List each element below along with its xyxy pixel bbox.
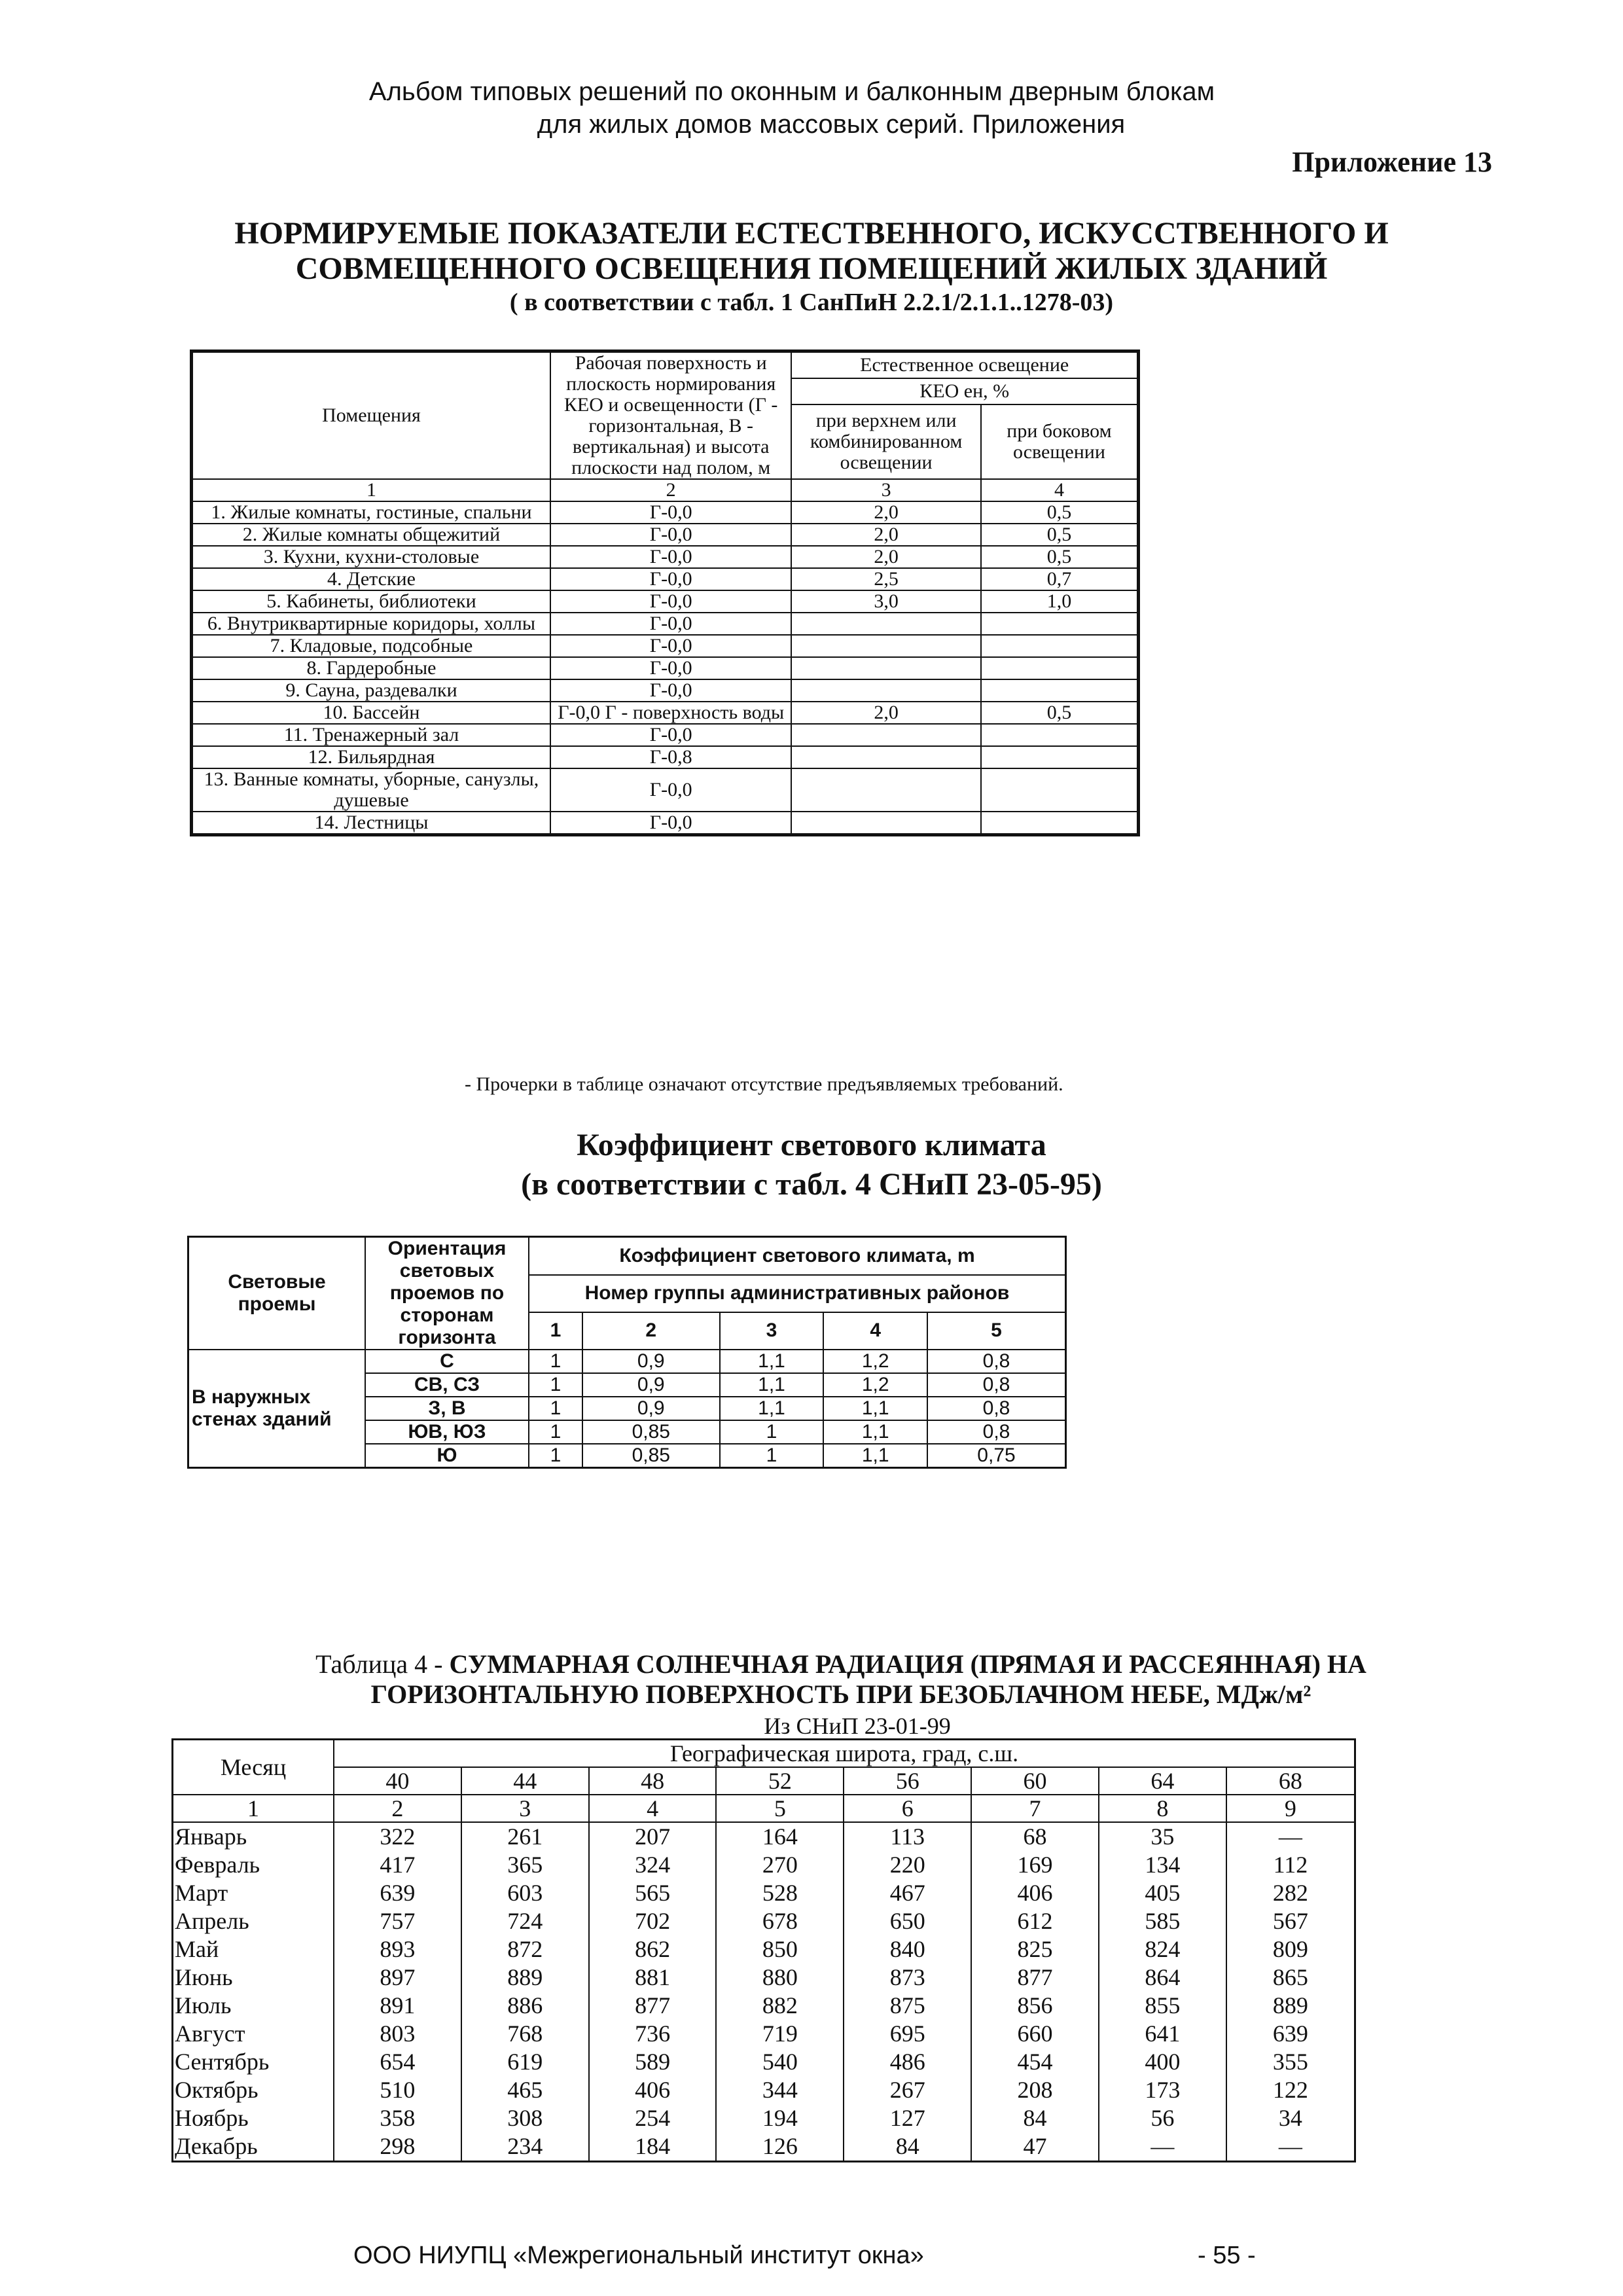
table-row [173,1822,1355,1851]
coefficient-value: 0,85 [582,1444,720,1468]
keo-top-value [791,679,981,702]
footer-org: ООО НИУПЦ «Межрегиональный институт окна» [353,2242,924,2269]
col-header-natural: Естественное освещение [791,351,1138,378]
month-name: Ноябрь [173,2104,334,2132]
keo-side-value: 0,5 [981,702,1139,724]
table-row [173,1935,1355,1964]
radiation-value: 134 [1099,1851,1226,1879]
radiation-value: 267 [844,2076,971,2104]
radiation-value: 873 [844,1964,971,1992]
radiation-value: 736 [589,2020,717,2048]
latitude-header: 52 [716,1767,844,1795]
table-row [192,746,1139,768]
radiation-value: 840 [844,1935,971,1964]
surface-value: Г-0,0 [550,590,791,613]
table-row [173,1879,1355,1907]
radiation-value: 724 [461,1907,589,1935]
radiation-value: 862 [589,1935,717,1964]
col-num: 1 [173,1795,334,1822]
radiation-value: 324 [589,1851,717,1879]
radiation-value: 872 [461,1935,589,1964]
month-name: Май [173,1935,334,1964]
room-name: 1. Жилые комнаты, гостиные, спальни [192,501,550,524]
col-num: 3 [791,479,981,501]
col-header-month: Месяц [173,1740,334,1795]
surface-value: Г-0,0 [550,568,791,590]
radiation-value: 603 [461,1879,589,1907]
table-row [173,1851,1355,1879]
col-num: 1 [192,479,550,501]
radiation-value: 882 [716,1992,844,2020]
coefficient-value: 0,8 [927,1397,1066,1420]
table-row [173,2132,1355,2162]
keo-top-value: 2,0 [791,524,981,546]
table3-title [301,1649,1381,1710]
keo-top-value: 2,5 [791,568,981,590]
table-row [173,1964,1355,1992]
surface-value: Г-0,0 [550,613,791,635]
surface-value: Г-0,8 [550,746,791,768]
table-row [192,635,1139,657]
coefficient-value: 0,85 [582,1420,720,1444]
radiation-value: 173 [1099,2076,1226,2104]
radiation-value: 184 [589,2132,717,2162]
col-num: 7 [971,1795,1099,1822]
radiation-value: 35 [1099,1822,1226,1851]
keo-top-value: 2,0 [791,702,981,724]
surface-value: Г-0,0 [550,724,791,746]
month-name: Октябрь [173,2076,334,2104]
table-row [173,2104,1355,2132]
keo-side-value: 0,5 [981,546,1139,568]
radiation-value: 365 [461,1851,589,1879]
surface-value: Г-0,0 [550,812,791,835]
table-row [192,768,1139,812]
col-num: 4 [589,1795,717,1822]
radiation-value: 678 [716,1907,844,1935]
latitude-header: 48 [589,1767,717,1795]
keo-side-value: 1,0 [981,590,1139,613]
openings-label: В наружных стенах зданий [188,1350,366,1468]
col-num: 4 [981,479,1139,501]
solar-radiation-table [171,1738,1356,2162]
radiation-value: 234 [461,2132,589,2162]
table2-title-line2: (в соответствии с табл. 4 СНиП 23-05-95) [521,1167,1102,1202]
keo-side-value: 0,5 [981,501,1139,524]
radiation-value: 417 [334,1851,461,1879]
keo-side-value [981,613,1139,635]
lighting-norms-table [190,350,1140,836]
month-name: Март [173,1879,334,1907]
radiation-value: 127 [844,2104,971,2132]
table-row [173,2076,1355,2104]
radiation-value: 881 [589,1964,717,1992]
radiation-value: 889 [1226,1992,1355,2020]
radiation-value: 34 [1226,2104,1355,2132]
radiation-value: 208 [971,2076,1099,2104]
radiation-value: 809 [1226,1935,1355,1964]
col-num: 2 [550,479,791,501]
keo-top-value [791,768,981,812]
radiation-value: 220 [844,1851,971,1879]
coefficient-value: 1 [529,1373,582,1397]
radiation-value: 84 [971,2104,1099,2132]
radiation-value: 875 [844,1992,971,2020]
coefficient-value: 0,9 [582,1397,720,1420]
room-name: 4. Детские [192,568,550,590]
radiation-value: 893 [334,1935,461,1964]
month-name: Декабрь [173,2132,334,2162]
col-header-top-lighting: при верхнем или комбинированном освещении [791,404,981,479]
header-line-2: для жилых домов массовых серий. Приложения [537,110,1126,139]
coefficient-value: 1,1 [720,1397,824,1420]
coefficient-value: 1,1 [823,1397,927,1420]
table-row [192,590,1139,613]
radiation-value: 528 [716,1879,844,1907]
coefficient-value: 1,1 [720,1350,824,1373]
keo-top-value [791,724,981,746]
radiation-value: 355 [1226,2048,1355,2076]
col-num: 3 [461,1795,589,1822]
radiation-value: 897 [334,1964,461,1992]
radiation-value: 891 [334,1992,461,2020]
orientation-value: ЮВ, ЮЗ [365,1420,529,1444]
coefficient-value: 0,8 [927,1373,1066,1397]
table3-title-main: СУММАРНАЯ СОЛНЕЧНАЯ РАДИАЦИЯ (ПРЯМАЯ И РАССЕЯННАЯ) НА ГОРИЗОНТАЛЬНУЮ ПОВЕРХНОСТЬ ПРИ БЕЗОБЛАЧНОМ НЕБЕ, МДж/м² [370,1649,1366,1709]
radiation-value: 877 [971,1964,1099,1992]
room-name: 6. Внутриквартирные коридоры, холлы [192,613,550,635]
radiation-value: 126 [716,2132,844,2162]
group-num: 2 [582,1312,720,1350]
table-row [192,679,1139,702]
radiation-value: 344 [716,2076,844,2104]
radiation-value: 639 [334,1879,461,1907]
radiation-value: 84 [844,2132,971,2162]
coefficient-value: 1 [529,1350,582,1373]
radiation-value: 660 [971,2020,1099,2048]
radiation-value: 864 [1099,1964,1226,1992]
radiation-value: 880 [716,1964,844,1992]
month-name: Август [173,2020,334,2048]
col-header-surface: Рабочая поверхность и плоскость нормирования КЕО и освещенности (Г - горизонтальная, В - вертикальная) и высота плоскости над полом, м [550,351,791,480]
orientation-value: Ю [365,1444,529,1468]
table3-source: Из СНиП 23-01-99 [764,1713,951,1739]
radiation-value: 695 [844,2020,971,2048]
table-row [192,568,1139,590]
radiation-value: 400 [1099,2048,1226,2076]
radiation-value: 261 [461,1822,589,1851]
room-name: 2. Жилые комнаты общежитий [192,524,550,546]
radiation-value: 702 [589,1907,717,1935]
table1-subtitle: ( в соответствии с табл. 1 СанПиН 2.2.1/2.1.1..1278-03) [509,289,1114,316]
group-num: 3 [720,1312,824,1350]
room-name: 3. Кухни, кухни-столовые [192,546,550,568]
keo-side-value: 0,5 [981,524,1139,546]
radiation-value: 454 [971,2048,1099,2076]
keo-top-value [791,812,981,835]
radiation-value: 322 [334,1822,461,1851]
radiation-value: 270 [716,1851,844,1879]
keo-top-value [791,613,981,635]
radiation-value: 540 [716,2048,844,2076]
month-name: Апрель [173,1907,334,1935]
col-header-groups: Номер группы административных районов [529,1275,1066,1312]
keo-side-value [981,679,1139,702]
radiation-value: 719 [716,2020,844,2048]
radiation-value: 56 [1099,2104,1226,2132]
radiation-value: 589 [589,2048,717,2076]
orientation-value: СВ, СЗ [365,1373,529,1397]
radiation-value: 768 [461,2020,589,2048]
keo-side-value [981,746,1139,768]
page-number: - 55 - [1198,2242,1256,2269]
radiation-value: 112 [1226,1851,1355,1879]
radiation-value: 486 [844,2048,971,2076]
keo-side-value [981,724,1139,746]
surface-value: Г-0,0 [550,657,791,679]
room-name: 10. Бассейн [192,702,550,724]
table-row [192,613,1139,635]
radiation-value: — [1226,2132,1355,2162]
table-row [192,812,1139,835]
latitude-header: 56 [844,1767,971,1795]
radiation-value: 194 [716,2104,844,2132]
keo-top-value [791,746,981,768]
col-header-rooms: Помещения [192,351,550,480]
surface-value: Г-0,0 Г - поверхность воды [550,702,791,724]
coefficient-value: 1 [720,1420,824,1444]
coefficient-value: 1 [720,1444,824,1468]
room-name: 12. Бильярдная [192,746,550,768]
latitude-header: 64 [1099,1767,1226,1795]
col-header-side-lighting: при боковом освещении [981,404,1139,479]
keo-side-value [981,635,1139,657]
surface-value: Г-0,0 [550,546,791,568]
col-num: 2 [334,1795,461,1822]
radiation-value: 465 [461,2076,589,2104]
latitude-header: 68 [1226,1767,1355,1795]
col-num: 5 [716,1795,844,1822]
table-row [192,524,1139,546]
radiation-value: 585 [1099,1907,1226,1935]
coefficient-value: 1,1 [823,1420,927,1444]
col-header-keo: КЕО eн, % [791,378,1138,404]
radiation-value: 68 [971,1822,1099,1851]
radiation-value: 650 [844,1907,971,1935]
header-line-1: Альбом типовых решений по оконным и балконным дверным блокам [368,77,1215,106]
coefficient-value: 1,1 [823,1444,927,1468]
keo-top-value: 3,0 [791,590,981,613]
radiation-value: 856 [971,1992,1099,2020]
radiation-value: 358 [334,2104,461,2132]
radiation-value: 850 [716,1935,844,1964]
radiation-value: — [1099,2132,1226,2162]
table1-note: - Прочерки в таблице означают отсутствие предъявляемых требований. [465,1073,1063,1095]
latitude-header: 40 [334,1767,461,1795]
radiation-value: 308 [461,2104,589,2132]
coefficient-value: 0,9 [582,1350,720,1373]
surface-value: Г-0,0 [550,501,791,524]
latitude-header: 44 [461,1767,589,1795]
table-row [173,2048,1355,2076]
table2-title-line1: Коэффициент светового климата [577,1128,1046,1162]
table1-title: НОРМИРУЕМЫЕ ПОКАЗАТЕЛИ ЕСТЕСТВЕННОГО, ИСКУССТВЕННОГО И СОВМЕЩЕННОГО ОСВЕЩЕНИЯ ПОМЕЩЕНИЙ ЖИЛЫХ ЗДАНИЙ [234,216,1389,286]
radiation-value: 865 [1226,1964,1355,1992]
table-row [173,1992,1355,2020]
table-row [192,657,1139,679]
radiation-value: 406 [589,2076,717,2104]
table-row [173,2020,1355,2048]
coefficient-value: 0,75 [927,1444,1066,1468]
radiation-value: 164 [716,1822,844,1851]
coefficient-value: 1,2 [823,1373,927,1397]
radiation-value: 639 [1226,2020,1355,2048]
orientation-value: З, В [365,1397,529,1420]
radiation-value: 824 [1099,1935,1226,1964]
radiation-value: 565 [589,1879,717,1907]
table-row [192,724,1139,746]
month-name: Июль [173,1992,334,2020]
keo-top-value [791,657,981,679]
month-name: Январь [173,1822,334,1851]
radiation-value: 282 [1226,1879,1355,1907]
radiation-value: 757 [334,1907,461,1935]
month-name: Июнь [173,1964,334,1992]
radiation-value: 567 [1226,1907,1355,1935]
col-header-orientation: Ориентация световых проемов по сторонам горизонта [365,1237,529,1350]
month-name: Сентябрь [173,2048,334,2076]
coefficient-value: 1,2 [823,1350,927,1373]
room-name: 8. Гардеробные [192,657,550,679]
table2-title [393,1126,1230,1204]
surface-value: Г-0,0 [550,524,791,546]
group-num: 4 [823,1312,927,1350]
keo-side-value [981,768,1139,812]
keo-top-value: 2,0 [791,501,981,524]
orientation-value: С [365,1350,529,1373]
month-name: Февраль [173,1851,334,1879]
radiation-value: 510 [334,2076,461,2104]
coefficient-value: 1 [529,1397,582,1420]
col-num: 8 [1099,1795,1226,1822]
col-header-openings: Световые проемы [188,1237,366,1350]
appendix-label: Приложение 13 [1292,146,1492,178]
keo-top-value [791,635,981,657]
keo-side-value [981,657,1139,679]
coefficient-value: 0,9 [582,1373,720,1397]
radiation-value: 47 [971,2132,1099,2162]
col-header-latitude: Географическая широта, град, с.ш. [334,1740,1355,1768]
table3-title-prefix: Таблица 4 - [315,1649,450,1679]
col-header-coefficient: Коэффициент светового климата, m [529,1237,1066,1275]
radiation-value: 406 [971,1879,1099,1907]
radiation-value: 113 [844,1822,971,1851]
table-row [192,702,1139,724]
table-row [188,1350,1066,1373]
coefficient-value: 0,8 [927,1420,1066,1444]
coefficient-value: 1 [529,1420,582,1444]
radiation-value: 467 [844,1879,971,1907]
coefficient-value: 0,8 [927,1350,1066,1373]
radiation-value: 877 [589,1992,717,2020]
latitude-header: 60 [971,1767,1099,1795]
keo-side-value: 0,7 [981,568,1139,590]
room-name: 13. Ванные комнаты, уборные, санузлы, душевые [192,768,550,812]
radiation-value: 405 [1099,1879,1226,1907]
room-name: 7. Кладовые, подсобные [192,635,550,657]
col-num: 6 [844,1795,971,1822]
radiation-value: 803 [334,2020,461,2048]
radiation-value: 298 [334,2132,461,2162]
room-name: 9. Сауна, раздевалки [192,679,550,702]
room-name: 14. Лестницы [192,812,550,835]
radiation-value: 654 [334,2048,461,2076]
keo-top-value: 2,0 [791,546,981,568]
radiation-value: 207 [589,1822,717,1851]
keo-side-value [981,812,1139,835]
radiation-value: 619 [461,2048,589,2076]
col-num: 9 [1226,1795,1355,1822]
radiation-value: 641 [1099,2020,1226,2048]
table-row [192,546,1139,568]
group-num: 5 [927,1312,1066,1350]
radiation-value: 122 [1226,2076,1355,2104]
table-row [173,1907,1355,1935]
radiation-value: 889 [461,1964,589,1992]
radiation-value: 855 [1099,1992,1226,2020]
radiation-value: 612 [971,1907,1099,1935]
radiation-value: 169 [971,1851,1099,1879]
radiation-value: 825 [971,1935,1099,1964]
group-num: 1 [529,1312,582,1350]
radiation-value: 886 [461,1992,589,2020]
coefficient-value: 1,1 [720,1373,824,1397]
surface-value: Г-0,0 [550,635,791,657]
table-row [192,501,1139,524]
radiation-value: — [1226,1822,1355,1851]
room-name: 11. Тренажерный зал [192,724,550,746]
surface-value: Г-0,0 [550,679,791,702]
light-climate-table [187,1236,1067,1469]
room-name: 5. Кабинеты, библиотеки [192,590,550,613]
radiation-value: 254 [589,2104,717,2132]
surface-value: Г-0,0 [550,768,791,812]
coefficient-value: 1 [529,1444,582,1468]
